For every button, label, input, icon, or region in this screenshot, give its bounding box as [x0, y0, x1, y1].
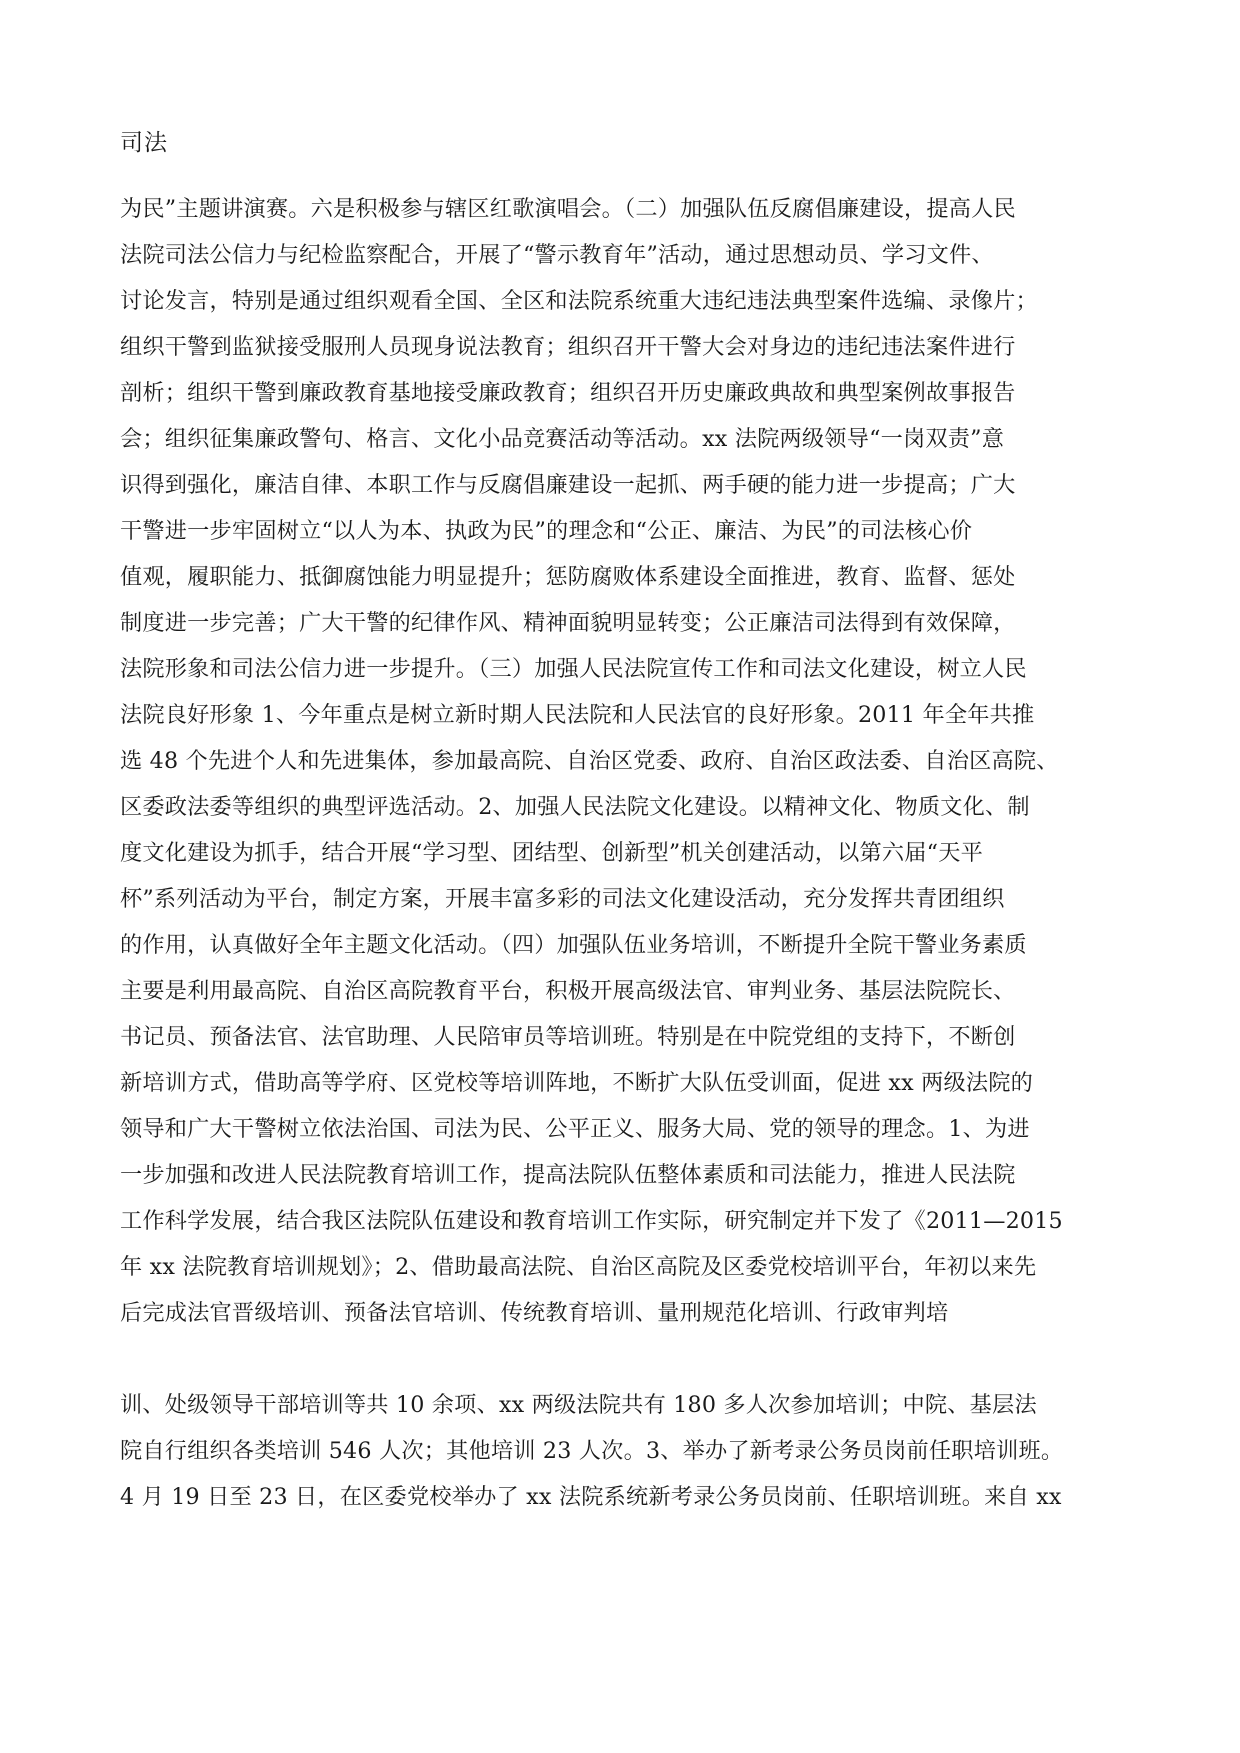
text-line: 年 xx 法院教育培训规划》；2、借助最高法院、自治区高院及区委党校培训平台，年初以来先 — [120, 1254, 1037, 1280]
text-line: 度文化建设为抓手，结合开展“学习型、团结型、创新型”机关创建活动，以第六届“天平 — [120, 840, 983, 866]
text-line: 院自行组织各类培训 546 人次；其他培训 23 人次。3、举办了新考录公务员岗前任职培训班。 — [120, 1438, 1064, 1464]
text-line: 杯”系列活动为平台，制定方案，开展丰富多彩的司法文化建设活动，充分发挥共青团组织 — [120, 886, 1005, 912]
text-line: 识得到强化，廉洁自律、本职工作与反腐倡廉建设一起抓、两手硬的能力进一步提高；广大 — [120, 472, 1016, 498]
paragraph-block-1 — [120, 186, 1120, 1336]
text-line: 的作用，认真做好全年主题文化活动。（四）加强队伍业务培训，不断提升全院干警业务素质 — [120, 932, 1027, 958]
text-line: 4 月 19 日至 23 日，在区委党校举办了 xx 法院系统新考录公务员岗前、任职培训班。来自 xx — [120, 1484, 1062, 1510]
text-line: 书记员、预备法官、法官助理、人民陪审员等培训班。特别是在中院党组的支持下，不断创 — [120, 1024, 1016, 1050]
text-line: 会；组织征集廉政警句、格言、文化小品竞赛活动等活动。xx 法院两级领导“一岗双责”意 — [120, 426, 1005, 452]
text-line: 制度进一步完善；广大干警的纪律作风、精神面貌明显转变；公正廉洁司法得到有效保障， — [120, 610, 1016, 636]
text-line: 为民”主题讲演赛。六是积极参与辖区红歌演唱会。（二）加强队伍反腐倡廉建设，提高人民 — [120, 196, 1016, 222]
text-line: 讨论发言，特别是通过组织观看全国、全区和法院系统重大违纪违法典型案件选编、录像片； — [120, 288, 1038, 314]
text-line: 法院良好形象 1、今年重点是树立新时期人民法院和人民法官的良好形象。2011 年全年共推 — [120, 702, 1035, 728]
text-line: 干警进一步牢固树立“以人为本、执政为民”的理念和“公正、廉洁、为民”的司法核心价 — [120, 518, 973, 544]
text-line: 主要是利用最高院、自治区高院教育平台，积极开展高级法官、审判业务、基层法院院长、 — [120, 978, 1016, 1004]
text-line: 区委政法委等组织的典型评选活动。2、加强人民法院文化建设。以精神文化、物质文化、制 — [120, 794, 1030, 820]
text-line: 组织干警到监狱接受服刑人员现身说法教育；组织召开干警大会对身边的违纪违法案件进行 — [120, 334, 1016, 360]
paragraph-block-2 — [120, 1382, 1120, 1520]
text-line: 新培训方式，借助高等学府、区党校等培训阵地，不断扩大队伍受训面，促进 xx 两级法院的 — [120, 1070, 1034, 1096]
text-line: 法院形象和司法公信力进一步提升。（三）加强人民法院宣传工作和司法文化建设，树立人民 — [120, 656, 1027, 682]
text-line: 选 48 个先进个人和先进集体，参加最高院、自治区党委、政府、自治区政法委、自治区高院、 — [120, 748, 1059, 774]
text-line: 法院司法公信力与纪检监察配合，开展了“警示教育年”活动，通过思想动员、学习文件、 — [120, 242, 994, 268]
text-line: 训、处级领导干部培训等共 10 余项、xx 两级法院共有 180 多人次参加培训；中院、基层法 — [120, 1392, 1037, 1418]
text-line: 剖析；组织干警到廉政教育基地接受廉政教育；组织召开历史廉政典故和典型案例故事报告 — [120, 380, 1016, 406]
text-line: 值观，履职能力、抵御腐蚀能力明显提升；惩防腐败体系建设全面推进，教育、监督、惩处 — [120, 564, 1016, 590]
document-heading: 司法 — [120, 130, 168, 156]
text-line: 后完成法官晋级培训、预备法官培训、传统教育培训、量刑规范化培训、行政审判培 — [120, 1300, 949, 1326]
text-line: 一步加强和改进人民法院教育培训工作，提高法院队伍整体素质和司法能力，推进人民法院 — [120, 1162, 1016, 1188]
text-line: 领导和广大干警树立依法治国、司法为民、公平正义、服务大局、党的领导的理念。1、为进 — [120, 1116, 1030, 1142]
text-line: 工作科学发展，结合我区法院队伍建设和教育培训工作实际，研究制定并下发了《2011—2015 — [120, 1208, 1063, 1234]
